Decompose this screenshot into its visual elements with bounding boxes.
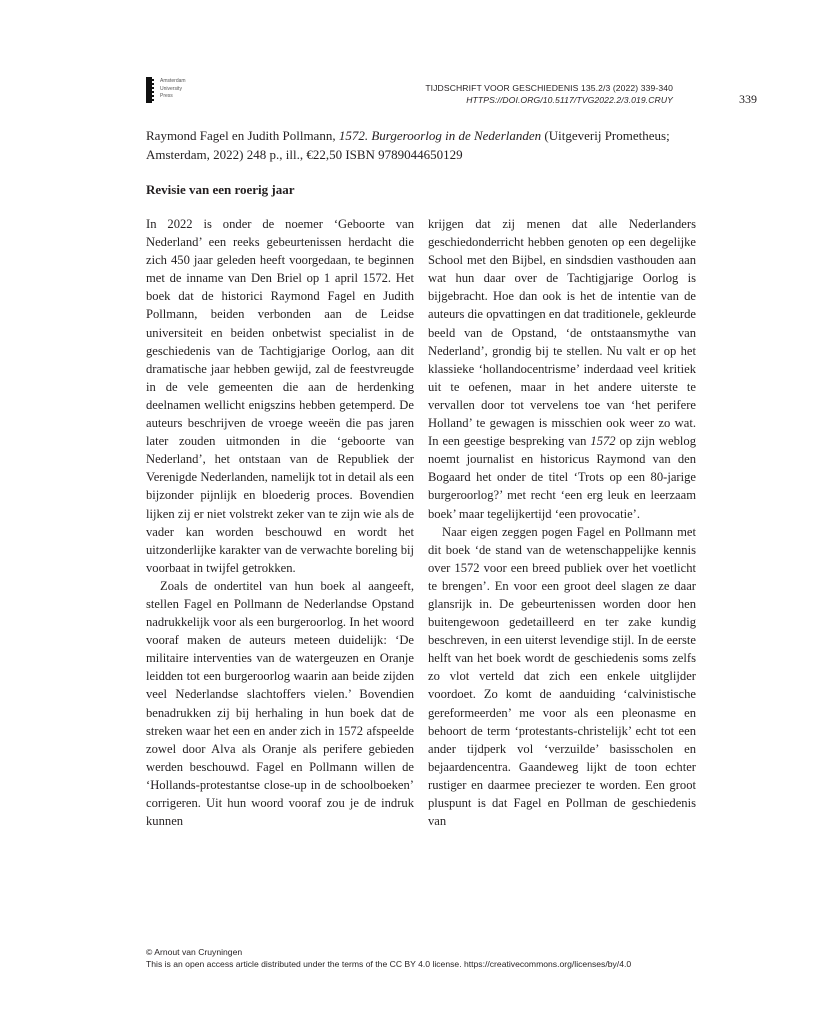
- paragraph: krijgen dat zij menen dat alle Nederlanders geschiedonderricht hebben genoten op een degelijke School met den Bijbel, en sindsdien vasthouden aan wat hun daar over de Tachtigjarige Oorlog is bijgebracht. Hoe dan ook is het de intentie van de auteurs die opvattingen en dat traditionele, gekleurde beeld van de Opstand, ‘de ontstaansmythe van Nederland’, grondig bij te stellen. Nu valt er op het klassieke ‘hollandocentrisme’ inderdaad veel kritiek uit te oefenen, maar in het andere uiterste te vervallen door tot vervelens toe van ‘het perifere Holland’ te gewagen is misschien ook weer zo wat. In een geestige bespreking van 1572 op zijn weblog noemt journalist en historicus Raymond van den Bogaard het onder de titel ‘Trots op een 80-jarige burgeroorlog?’ met recht ‘een erg leuk en leerzaam boek’ maar tegelijkertijd ‘een provocatie’.: [428, 217, 696, 521]
- publisher-logo: [146, 77, 206, 105]
- page-number: 339: [739, 92, 757, 106]
- license-footer: [146, 946, 631, 970]
- publisher-name: Amsterdam University Press: [160, 78, 186, 99]
- book-citation: [146, 127, 676, 164]
- citation-details: (Uitgeverij Prometheus; Amsterdam, 2022) 248 p., ill., €22,50 ISBN 9789044650129: [146, 128, 670, 162]
- citation-authors: Raymond Fagel en Judith Pollmann,: [146, 128, 339, 143]
- paragraph: In 2022 is onder de noemer ‘Geboorte van Nederland’ een reeks gebeurtenissen herdacht die zich 450 jaar geleden heeft voorgedaan, te beginnen met de inname van Den Briel op 1 april 1572. Het boek dat de historici Raymond Fagel en Judith Pollmann, beiden verbonden aan de Leidse universiteit en beiden onbetwist specialist in de geschiedenis van de Tachtigjarige Oorlog, aan dit dramatische jaar hebben gewijd, zal de feestvreugde in de vele gemeenten die aan de herdenking deelnamen wellicht enigszins hebben getemperd. De auteurs beschrijven de vroege weeën die pas jaren later zouden uitmonden in die ‘geboorte van Nederland’, het ontstaan van de Republiek der Verenigde Nederlanden, namelijk tot in detail als een bijzonder pijnlijk en bloederig proces. Bovendien lijken zij er niet volstrekt zeker van te zijn wie als de vader kan worden beschouwd en wordt het uitzonderlijke karakter van de verwachte boreling bij voorbaat in twijfel getrokken.: [146, 217, 414, 575]
- body-column-right: [428, 215, 696, 830]
- copyright-notice: © Arnout van Cruyningen: [146, 947, 243, 957]
- journal-line: TIJDSCHRIFT VOOR GESCHIEDENIS 135.2/3 (2022) 339-340: [425, 83, 673, 93]
- paragraph: Naar eigen zeggen pogen Fagel en Pollmann met dit boek ‘de stand van de wetenschappelijke kennis over 1572 voor een breed publiek over het voetlicht te brengen’. En voor een groot deel slagen ze daar glansrijk in. De gebeurtenissen worden door hen buitengewoon gedetailleerd en ter zake kundig beschreven, in een uiterst levendige stijl. In de eerste helft van het boek wordt de geschiedenis soms zelfs zo vlot verteld dat zich een enkele uitglijder voordoet. Zo komt de aanduiding ‘calvinistische gereformeerden’ me voor als een pleonasme en behoort de term ‘protestants-christelijk’ echt tot een ander tijdperk vol ‘verzuilde’ basisscholen en bejaardencentra. Gaandeweg lijkt de toon echter rustiger en daarmee preciezer te worden. Een groot pluspunt is dat Fagel en Pollman de geschiedenis van: [428, 524, 696, 829]
- citation-book-title: 1572. Burgeroorlog in de Nederlanden: [338, 128, 542, 143]
- body-column-left: [146, 215, 414, 830]
- book-title-inline: 1572: [590, 434, 616, 449]
- paragraph: Zoals de ondertitel van hun boek al aangeeft, stellen Fagel en Pollmann de Nederlandse Opstand nadrukkelijk voor als een burgeroorlog. In het woord vooraf maken de auteurs meteen duidelijk: ‘De militaire interventies van de watergeuzen en Oranje leidden tot een burgeroorlog waarin aan beide zijden veel Nederlandse slachtoffers vielen.’ Bovendien benadrukken zij bij herhaling in hun boek dat de streken waar het een en ander zich in 1572 afspeelde zowel door Alva als Oranje als perifere gebieden werden beschouwd. Fagel en Pollmann willen de ‘Hollands-protestantse close-up in de schoolboeken’ corrigeren. Uit hun woord vooraf zou je de indruk kunnen: [146, 578, 414, 829]
- running-head: [425, 82, 673, 106]
- review-title: Revisie van een roerig jaar: [146, 182, 295, 197]
- doi-link[interactable]: HTTPS://DOI.ORG/10.5117/TVG2022.2/3.019.CRUY: [466, 95, 673, 105]
- amsterdam-university-press-logo-icon: [146, 77, 152, 103]
- license-notice: This is an open access article distributed under the terms of the CC BY 4.0 license. https://creativecommons.org/licenses/by/4.0: [146, 959, 632, 969]
